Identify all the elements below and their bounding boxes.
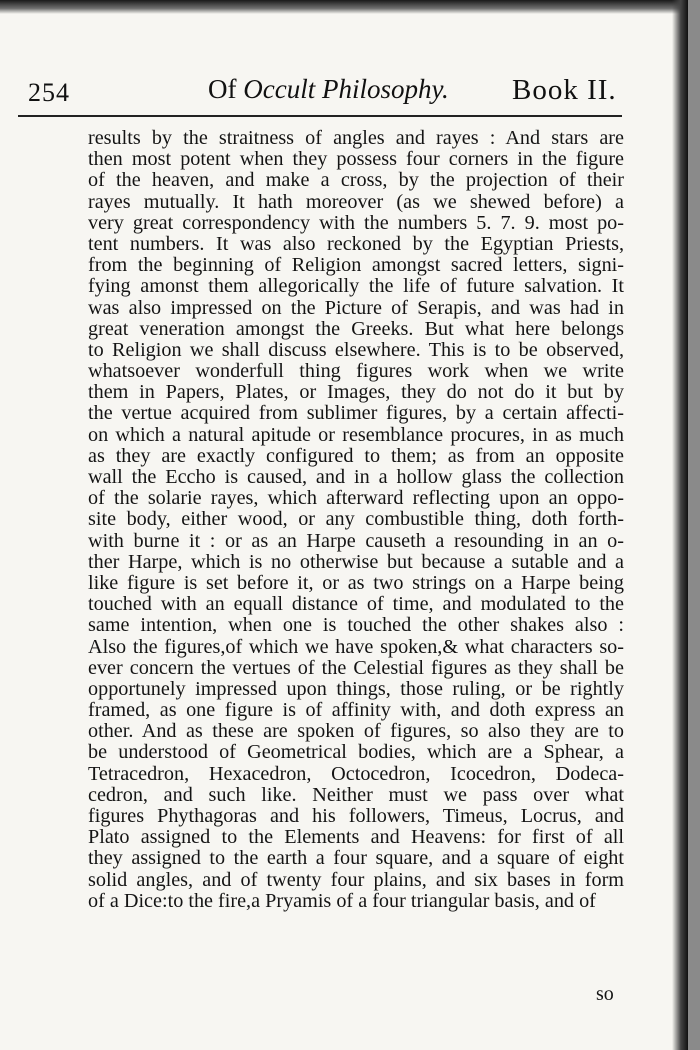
text-line: they assigned to the earth a four square, and a square of eight [88,847,624,870]
text-line: fying amonst them allegorically the life of future salvation. It [88,275,624,298]
text-line: other. And as these are spoken of figures, so also they are to [88,720,624,743]
text-line: whatsoever wonderfull thing figures work when we write [88,360,624,383]
text-line: same intention, when one is touched the other shakes also : [88,614,624,637]
text-line: with burne it : or as an Harpe causeth a resounding in an o- [88,529,624,552]
text-line: site body, either wood, or any combustible thing, doth forth- [88,508,624,531]
text-line: Also the figures,of which we have spoken,& what characters so- [88,635,624,658]
top-edge-shadow [0,0,688,14]
text-line: of a Dice:to the fire,a Pryamis of a four triangular basis, and of [88,889,596,912]
running-title [208,74,449,105]
text-line: of the solarie rayes, which afterward reflecting upon an oppo- [88,487,624,510]
text-line: to Religion we shall discuss elsewhere. This is to be observed, [88,338,624,361]
text-line: framed, as one figure is of affinity with, and doth express an [88,699,624,722]
text-line: be understood of Geometrical bodies, which are a Sphear, a [88,741,624,764]
text-line: cedron, and such like. Neither must we pass over what [88,783,624,806]
text-line: ever concern the vertues of the Celestial figures as they shall be [88,656,624,679]
text-line: ther Harpe, which is no otherwise but because a sutable and a [88,550,624,573]
book-label: Book II. [512,74,617,106]
gutter-shadow [672,0,688,1050]
text-line: of the heaven, and make a cross, by the projection of their [88,169,624,192]
text-line: Tetracedron, Hexacedron, Octocedron, Icocedron, Dodeca- [88,762,624,785]
text-line: them in Papers, Plates, or Images, they do not do it but by [88,381,624,404]
text-line: figures Phythagoras and his followers, Timeus, Locrus, and [88,805,624,827]
header-rule [18,115,622,117]
text-line: very great correspondency with the numbers 5. 7. 9. most po- [88,211,624,234]
text-line: great veneration amongst the Greeks. But what here belongs [88,317,624,340]
text-line: Plato assigned to the Elements and Heavens: for first of all [88,826,624,849]
text-line: opportunely impressed upon things, those ruling, or be rightly [88,677,624,700]
text-line: was also impressed on the Picture of Serapis, and was had in [88,296,624,319]
text-line: on which a natural apitude or resemblance procures, in as much [88,423,624,446]
text-line: from the beginning of Religion amongst sacred letters, signi- [88,254,624,277]
page-number: 254 [28,78,70,107]
text-line: results by the straitness of angles and rayes : And stars are [88,127,624,149]
running-title-prefix: Of [208,74,237,104]
text-line: then most potent when they possess four corners in the figure [88,148,624,171]
running-title-main: Occult Philosophy. [243,74,449,104]
text-line: wall the Eccho is caused, and in a hollow glass the collection [88,466,624,488]
body-text [88,128,624,912]
catchword: so [596,983,614,1005]
text-line: like figure is set before it, or as two strings on a Harpe being [88,571,624,594]
text-line: as they are exactly configured to them; as from an opposite [88,444,624,467]
text-line: the vertue acquired from sublimer figures, by a certain affecti- [88,402,624,425]
running-header [28,72,628,112]
text-line: rayes mutually. It hath moreover (as we shewed before) a [88,190,624,213]
text-line: tent numbers. It was also reckoned by the Egyptian Priests, [88,232,624,255]
text-line: touched with an equall distance of time, and modulated to the [88,593,624,616]
text-line: solid angles, and of twenty four plains, and six bases in form [88,868,624,891]
